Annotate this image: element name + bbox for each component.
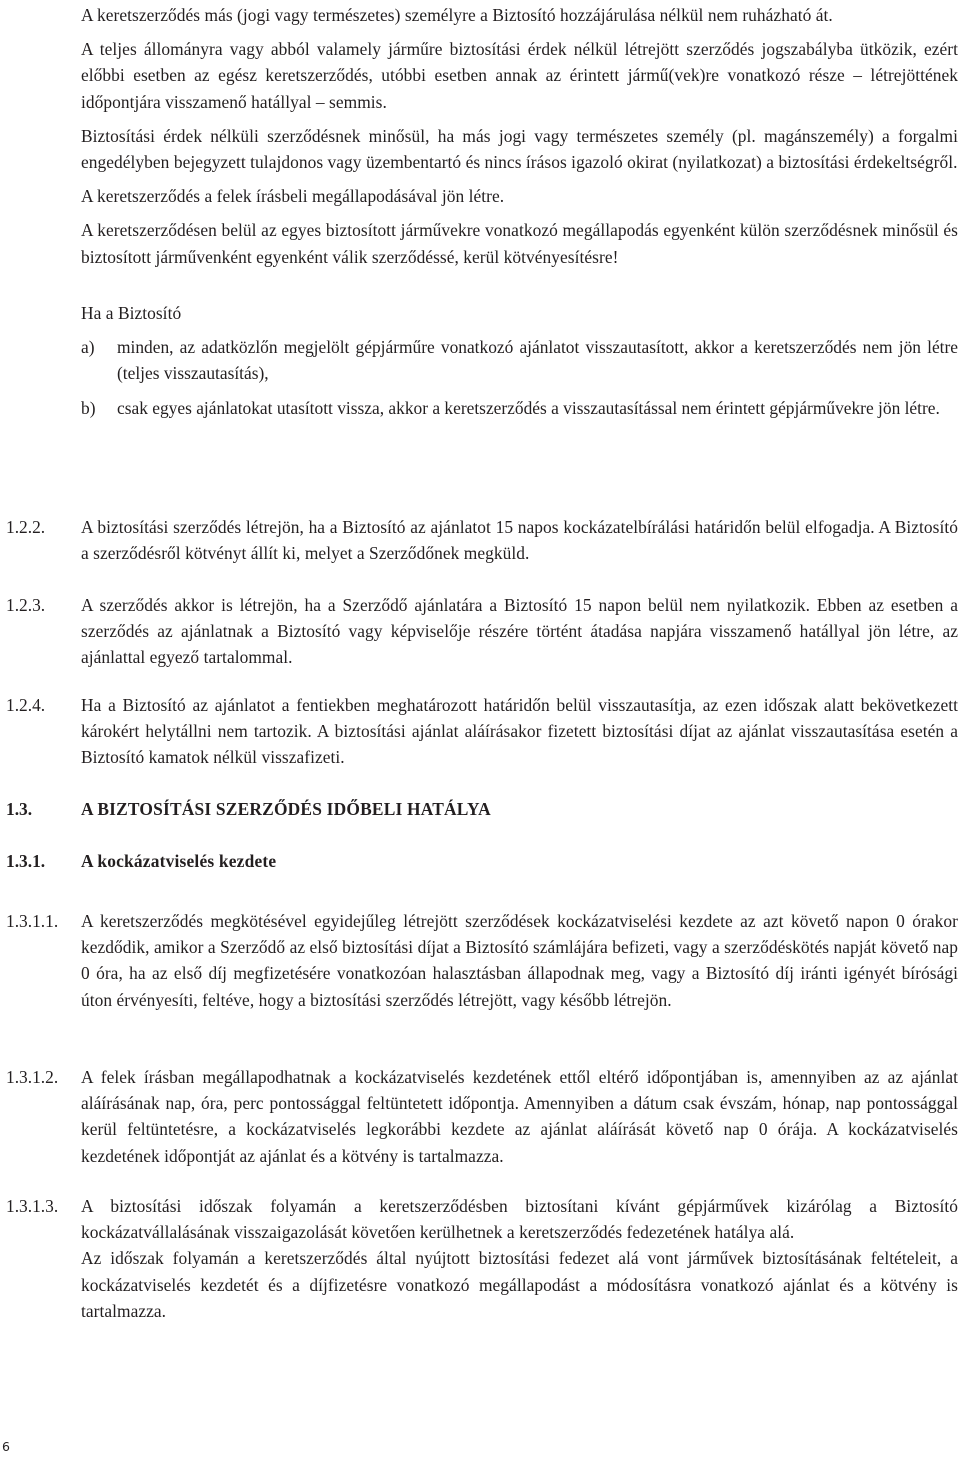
section-text-continued: Az időszak folyamán a keretszerződés által nyújtott biztosítási fedezet alá vont járművek biztosításának feltételeit, a kockázatviselés kezdetét és a díjfizetésre vonatkozó megállapodást a módosításra vonatkozó ajánlat és a kötvény is tartalmazza. bbox=[81, 1248, 958, 1321]
section-text: A keretszerződés megkötésével egyidejűleg létrejött szerződések kockázatviselési kezdete az azt követő napon 0 órakor kezdődik, amikor a Szerződő az első biztosítási díjat a Biztosító számlájára befizeti, vagy a szerződéskötés napját követő nap 0 óra, ha az első díj megfizetésére vonatkozóan halasztásban állapodnak meg, vagy a Biztosító díj iránti igényét bírósági úton érvényesíti, feltéve, hogy a biztosítási szerződés létrejött, vagy később létrejön. bbox=[81, 911, 958, 1010]
list-item-a bbox=[81, 334, 958, 386]
section-number: 1.2.4. bbox=[6, 695, 46, 715]
paragraph-if-insurer: Ha a Biztosító bbox=[81, 302, 182, 323]
section-text: A felek írásban megállapodhatnak a kockázatviselés kezdetének ettől eltérő időpontjában is, amennyiben az az ajánlat aláírásának nap, óra, perc pontossággal feltüntetett időpontja. Amennyiben a dátum csak évszám, hónap, nap pontossággal kerül feltüntetésre, a kockázatviselés legkorábbi kezdete az ajánlat aláírását követő nap 0 órája. A kockázatviselés kezdetének időpontját az ajánlat és a kötvény is tartalmazza. bbox=[81, 1067, 958, 1166]
list-item-b bbox=[81, 395, 958, 421]
list-text: csak egyes ajánlatokat utasított vissza, akkor a keretszerződés a visszautasítással nem érintett gépjárművekre jön létre. bbox=[117, 398, 940, 419]
paragraph-no-interest-definition: Biztosítási érdek nélküli szerződésnek minősül, ha más jogi vagy természetes személy (pl. magánszemély) a forgalmi engedélyben bejegyzett tulajdonos vagy üzembentartó és nincs írásos igazoló okirat (nyilatkozat) a biztosítási érdekeltségről. bbox=[81, 125, 958, 173]
section-body bbox=[81, 848, 958, 874]
section-text: Ha a Biztosító az ajánlatot a fentiekben meghatározott határidőn belül visszautasítja, az ezen időszak alatt bekövetkezett károkért helytállni nem tartozik. A biztosítási ajánlat aláírásakor fizetett biztosítási díjat az ajánlat visszautasítása esetén a Biztosító kamatok nélkül visszafizeti. bbox=[81, 695, 958, 768]
section-number: 1.2.3. bbox=[6, 595, 46, 615]
section-number: 1.3.1. bbox=[6, 851, 46, 871]
intro-block bbox=[81, 2, 958, 431]
section-number: 1.3.1.3. bbox=[6, 1196, 59, 1216]
section-text: A biztosítási időszak folyamán a keretszerződésben biztosítani kívánt gépjárművek kizárólag a Biztosító kockázatvállalásának visszaigazolását követően kerülhetnek a keretszerződés fedezetének hatálya alá. bbox=[81, 1196, 958, 1243]
section-body bbox=[81, 1064, 958, 1179]
section-body bbox=[81, 796, 958, 822]
list-marker: b) bbox=[81, 398, 96, 419]
section-body bbox=[81, 592, 958, 681]
section-number: 1.3.1.2. bbox=[6, 1067, 59, 1087]
list-marker: a) bbox=[81, 337, 95, 358]
paragraph-insurable-interest: A teljes állományra vagy abból valamely járműre biztosítási érdek nélkül létrejött szerződés jogszabályba ütközik, ezért előbbi esetben az egész keretszerződés, utóbbi esetben annak az érintett jármű(vek)re vonatkozó része – létrejöttének időpontjára visszamenő hatállyal – semmis. bbox=[81, 39, 958, 112]
section-body bbox=[81, 908, 958, 1023]
paragraph-per-vehicle: A keretszerződésen belül az egyes biztosított járművekre vonatkozó megállapodás egyenként külön szerződésnek minősül és biztosított járművenként egyenként válik szerződéssé, kerül kötvényesítésre! bbox=[81, 220, 958, 267]
section-heading: A kockázatviselés kezdete bbox=[81, 851, 277, 871]
page-number: 6 bbox=[2, 1439, 10, 1454]
paragraph-written-agreement: A keretszerződés a felek írásbeli megállapodásával jön létre. bbox=[81, 186, 505, 207]
section-heading: A BIZTOSÍTÁSI SZERZŐDÉS IDŐBELI HATÁLYA bbox=[81, 799, 491, 819]
section-number: 1.3. bbox=[6, 799, 33, 819]
paragraph-transfer: A keretszerződés más (jogi vagy természetes) személyre a Biztosító hozzájárulása nélkül nem ruházható át. bbox=[81, 5, 833, 25]
section-body bbox=[81, 1193, 958, 1334]
section-body bbox=[81, 514, 958, 576]
section-body bbox=[81, 692, 958, 781]
list-text: minden, az adatközlőn megjelölt gépjárműre vonatkozó ajánlatot visszautasított, akkor a keretszerződés nem jön létre (teljes visszautasítás), bbox=[117, 337, 958, 384]
section-text: A szerződés akkor is létrejön, ha a Szerződő ajánlatára a Biztosító 15 napon belül nem nyilatkozik. Ebben az esetben a szerződés az ajánlatnak a Biztosító vagy képviselője részére történt átadása napjára visszamenő hatállyal jön létre, az ajánlattal egyező tartalommal. bbox=[81, 595, 958, 668]
section-text: A biztosítási szerződés létrejön, ha a Biztosító az ajánlatot 15 napos kockázatelbírálási határidőn belül elfogadja. A Biztosító a szerződésről kötvényt állít ki, melyet a Szerződőnek megküld. bbox=[81, 517, 958, 564]
section-number: 1.2.2. bbox=[6, 517, 46, 537]
section-number: 1.3.1.1. bbox=[6, 911, 59, 931]
